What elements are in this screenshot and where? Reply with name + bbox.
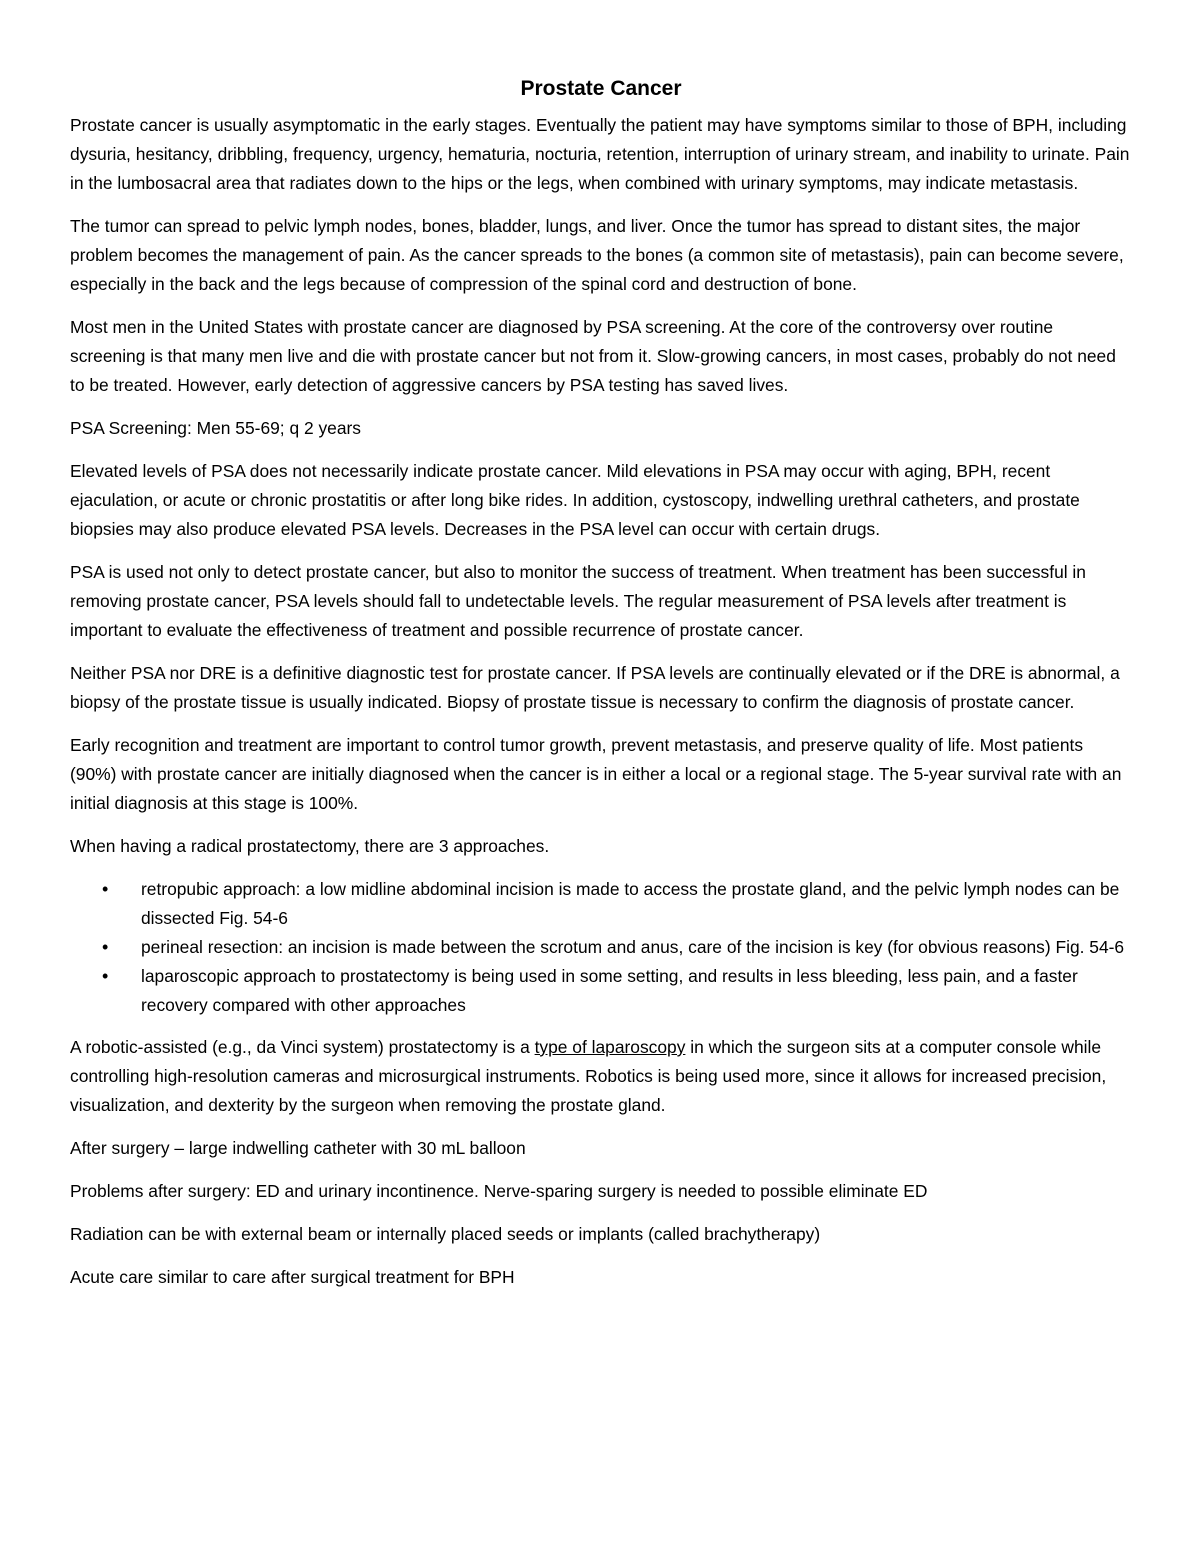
list-item-text: retropubic approach: a low midline abdominal incision is made to access the prostate gland, and the pelvic lymph nodes can be dissected Fig. 54-6: [141, 879, 1120, 928]
paragraph-psa-screening: PSA Screening: Men 55-69; q 2 years: [70, 418, 361, 438]
list-item: [102, 962, 1132, 1020]
robotic-text-end: in which the surgeon sits at a computer console while controlling high-resolution cameras and microsurgical instruments. Robotics is being used more, since it allows for increased precision, visualization, and dexterity by the surgeon when removing the prostate gland.: [70, 1037, 1107, 1115]
paragraph-spread: The tumor can spread to pelvic lymph nodes, bones, bladder, lungs, and liver. Once the tumor has spread to distant sites, the major problem becomes the management of pain. As the cancer spreads to the bones (a common site of metastasis), pain can become severe, especially in the back and the legs because of compression of the spinal cord and destruction of bone.: [70, 216, 1124, 294]
list-item-text: perineal resection: an incision is made between the scrotum and anus, care of the incision is key (for obvious reasons) Fig. 54-6: [141, 937, 1125, 957]
paragraph-robotic: [70, 1033, 1132, 1120]
approaches-list: [70, 875, 1132, 1020]
paragraph-psa-monitoring: PSA is used not only to detect prostate cancer, but also to monitor the success of treatment. When treatment has been successful in removing prostate cancer, PSA levels should fall to undetectable levels. The regular measurement of PSA levels after treatment is important to evaluate the effectiveness of treatment and possible recurrence of prostate cancer.: [70, 562, 1086, 640]
paragraph-after-surgery: After surgery – large indwelling catheter with 30 mL balloon: [70, 1138, 526, 1158]
paragraph-problems: Problems after surgery: ED and urinary incontinence. Nerve-sparing surgery is needed to possible eliminate ED: [70, 1181, 928, 1201]
paragraph-radiation: Radiation can be with external beam or internally placed seeds or implants (called brachytherapy): [70, 1224, 821, 1244]
paragraph-approaches-intro: When having a radical prostatectomy, there are 3 approaches.: [70, 836, 550, 856]
document-page: [70, 74, 1132, 1306]
paragraph-screening: Most men in the United States with prostate cancer are diagnosed by PSA screening. At the core of the controversy over routine screening is that many men live and die with prostate cancer but not from it. Slow-growing cancers, in most cases, probably do not need to be treated. However, early detection of aggressive cancers by PSA testing has saved lives.: [70, 317, 1116, 395]
bullet-icon: •: [102, 879, 109, 899]
robotic-text-start: A robotic-assisted (e.g., da Vinci system) prostatectomy is a: [70, 1037, 535, 1057]
list-item: [102, 875, 1132, 933]
list-item-text: laparoscopic approach to prostatectomy is being used in some setting, and results in less bleeding, less pain, and a faster recovery compared with other approaches: [141, 966, 1078, 1015]
paragraph-diagnosis: Neither PSA nor DRE is a definitive diagnostic test for prostate cancer. If PSA levels are continually elevated or if the DRE is abnormal, a biopsy of the prostate tissue is usually indicated. Biopsy of prostate tissue is necessary to confirm the diagnosis of prostate cancer.: [70, 663, 1120, 712]
bullet-icon: •: [102, 966, 109, 986]
paragraph-acute-care: Acute care similar to care after surgical treatment for BPH: [70, 1267, 515, 1287]
paragraph-symptoms: Prostate cancer is usually asymptomatic in the early stages. Eventually the patient may have symptoms similar to those of BPH, including dysuria, hesitancy, dribbling, frequency, urgency, hematuria, nocturia, retention, interruption of urinary stream, and inability to urinate. Pain in the lumbosacral area that radiates down to the hips or the legs, when combined with urinary symptoms, may indicate metastasis.: [70, 115, 1130, 193]
bullet-icon: •: [102, 937, 109, 957]
list-item: [102, 933, 1132, 962]
paragraph-elevated-psa: Elevated levels of PSA does not necessarily indicate prostate cancer. Mild elevations in PSA may occur with aging, BPH, recent ejaculation, or acute or chronic prostatitis or after long bike rides. In addition, cystoscopy, indwelling urethral catheters, and prostate biopsies may also produce elevated PSA levels. Decreases in the PSA level can occur with certain drugs.: [70, 461, 1080, 539]
paragraph-early-recognition: Early recognition and treatment are important to control tumor growth, prevent metastasis, and preserve quality of life. Most patients (90%) with prostate cancer are initially diagnosed when the cancer is in either a local or a regional stage. The 5-year survival rate with an initial diagnosis at this stage is 100%.: [70, 735, 1122, 813]
document-title: Prostate Cancer: [520, 77, 682, 100]
laparoscopy-link[interactable]: type of laparoscopy: [534, 1037, 686, 1057]
